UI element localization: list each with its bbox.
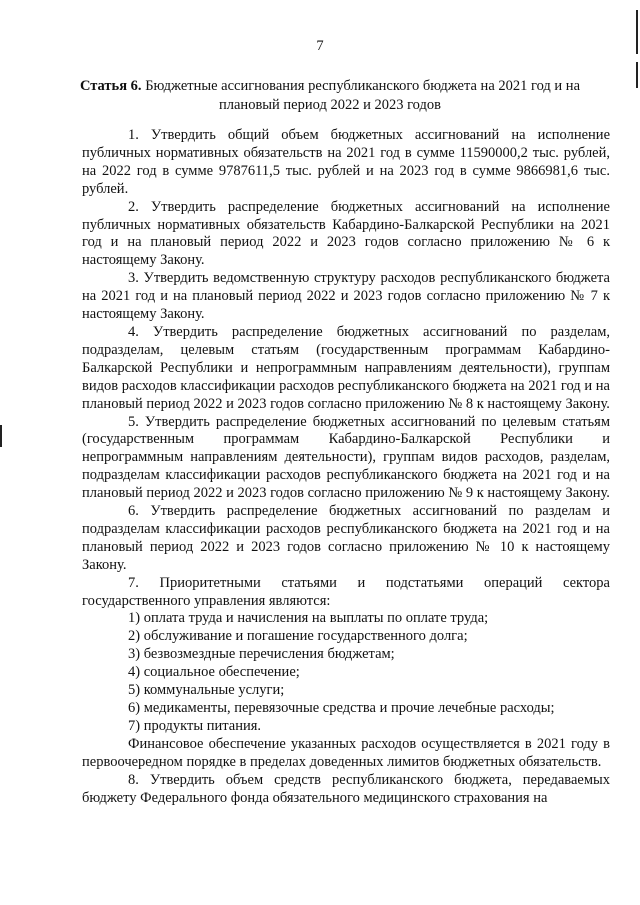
paragraph-8: 8. Утвердить объем средств республиканского бюджета, передаваемых бюджету Федерального фонда обязательного медицинского страхования на (82, 771, 610, 806)
paragraph-7: 7. Приоритетными статьями и подстатьями операций сектора государственного управления являются: (82, 574, 610, 609)
paragraph-4: 4. Утвердить распределение бюджетных ассигнований по разделам, подразделам, целевым статьям (государственным программам Кабардино-Балкарской Республики и непрограммным направлениям деятельности), группам видов расходов классификации расходов республиканского бюджета на 2021 год и на плановый период 2022 и 2023 годов согласно приложению № 8 к настоящему Закону. (82, 323, 610, 412)
paragraph-3: 3. Утвердить ведомственную структуру расходов республиканского бюджета на 2021 год и на плановый период 2022 и 2023 годов согласно приложению № 7 к настоящему Закону. (82, 270, 610, 323)
list-item-6: 6) медикаменты, перевязочные средства и прочие лечебные расходы; (128, 700, 555, 716)
page-number: 7 (316, 38, 324, 54)
article-body (82, 127, 610, 807)
article-title: Бюджетные ассигнования республиканского бюджета на 2021 год и на плановый период 2022 и 2023 годов (145, 78, 581, 113)
article-heading (60, 77, 600, 115)
paragraph-2: 2. Утвердить распределение бюджетных ассигнований на исполнение публичных нормативных обязательств Кабардино-Балкарской Республики на 2021 год и на плановый период 2022 и 2023 годов согласно приложению № 6 к настоящему Закону. (82, 198, 610, 269)
paragraph-5: 5. Утвердить распределение бюджетных ассигнований по целевым статьям (государственным программам Кабардино-Балкарской Республики и непрограммным направлениям деятельности), группам видов расходов, разделам, подразделам классификации расходов республиканского бюджета на 2021 год и на плановый период 2022 и 2023 годов согласно приложению № 9 к настоящему Закону. (82, 413, 610, 502)
list-item-1: 1) оплата труда и начисления на выплаты по оплате труда; (128, 610, 489, 627)
list-item-3: 3) безвозмездные перечисления бюджетам; (128, 646, 395, 663)
list-item-7: 7) продукты питания. (128, 717, 262, 734)
article-label: Статья 6. (79, 78, 142, 94)
paragraph-financing: Финансовое обеспечение указанных расходов осуществляется в 2021 году в первоочередном порядке в пределах доведенных лимитов бюджетных обязательств. (82, 735, 610, 770)
scan-edge-mark-top (636, 10, 638, 54)
list-item-5: 5) коммунальные услуги; (128, 682, 285, 699)
scan-edge-mark-mid (636, 62, 638, 88)
paragraph-1: 1. Утвердить общий объем бюджетных ассигнований на исполнение публичных нормативных обязательств на 2021 год в сумме 11590000,2 тыс. рублей, на 2022 год в сумме 9787611,5 тыс. рублей и на 2023 год в сумме 9866981,6 тыс. рублей. (82, 127, 610, 197)
list-item-4: 4) социальное обеспечение; (128, 664, 300, 681)
paragraph-6: 6. Утвердить распределение бюджетных ассигнований по разделам и подразделам классификации расходов республиканского бюджета на 2021 год и на плановый период 2022 и 2023 годов согласно приложению № 10 к настоящему Закону. (82, 503, 610, 573)
list-item-2: 2) обслуживание и погашение государственного долга; (128, 628, 468, 645)
scan-edge-mark-left (0, 425, 2, 447)
